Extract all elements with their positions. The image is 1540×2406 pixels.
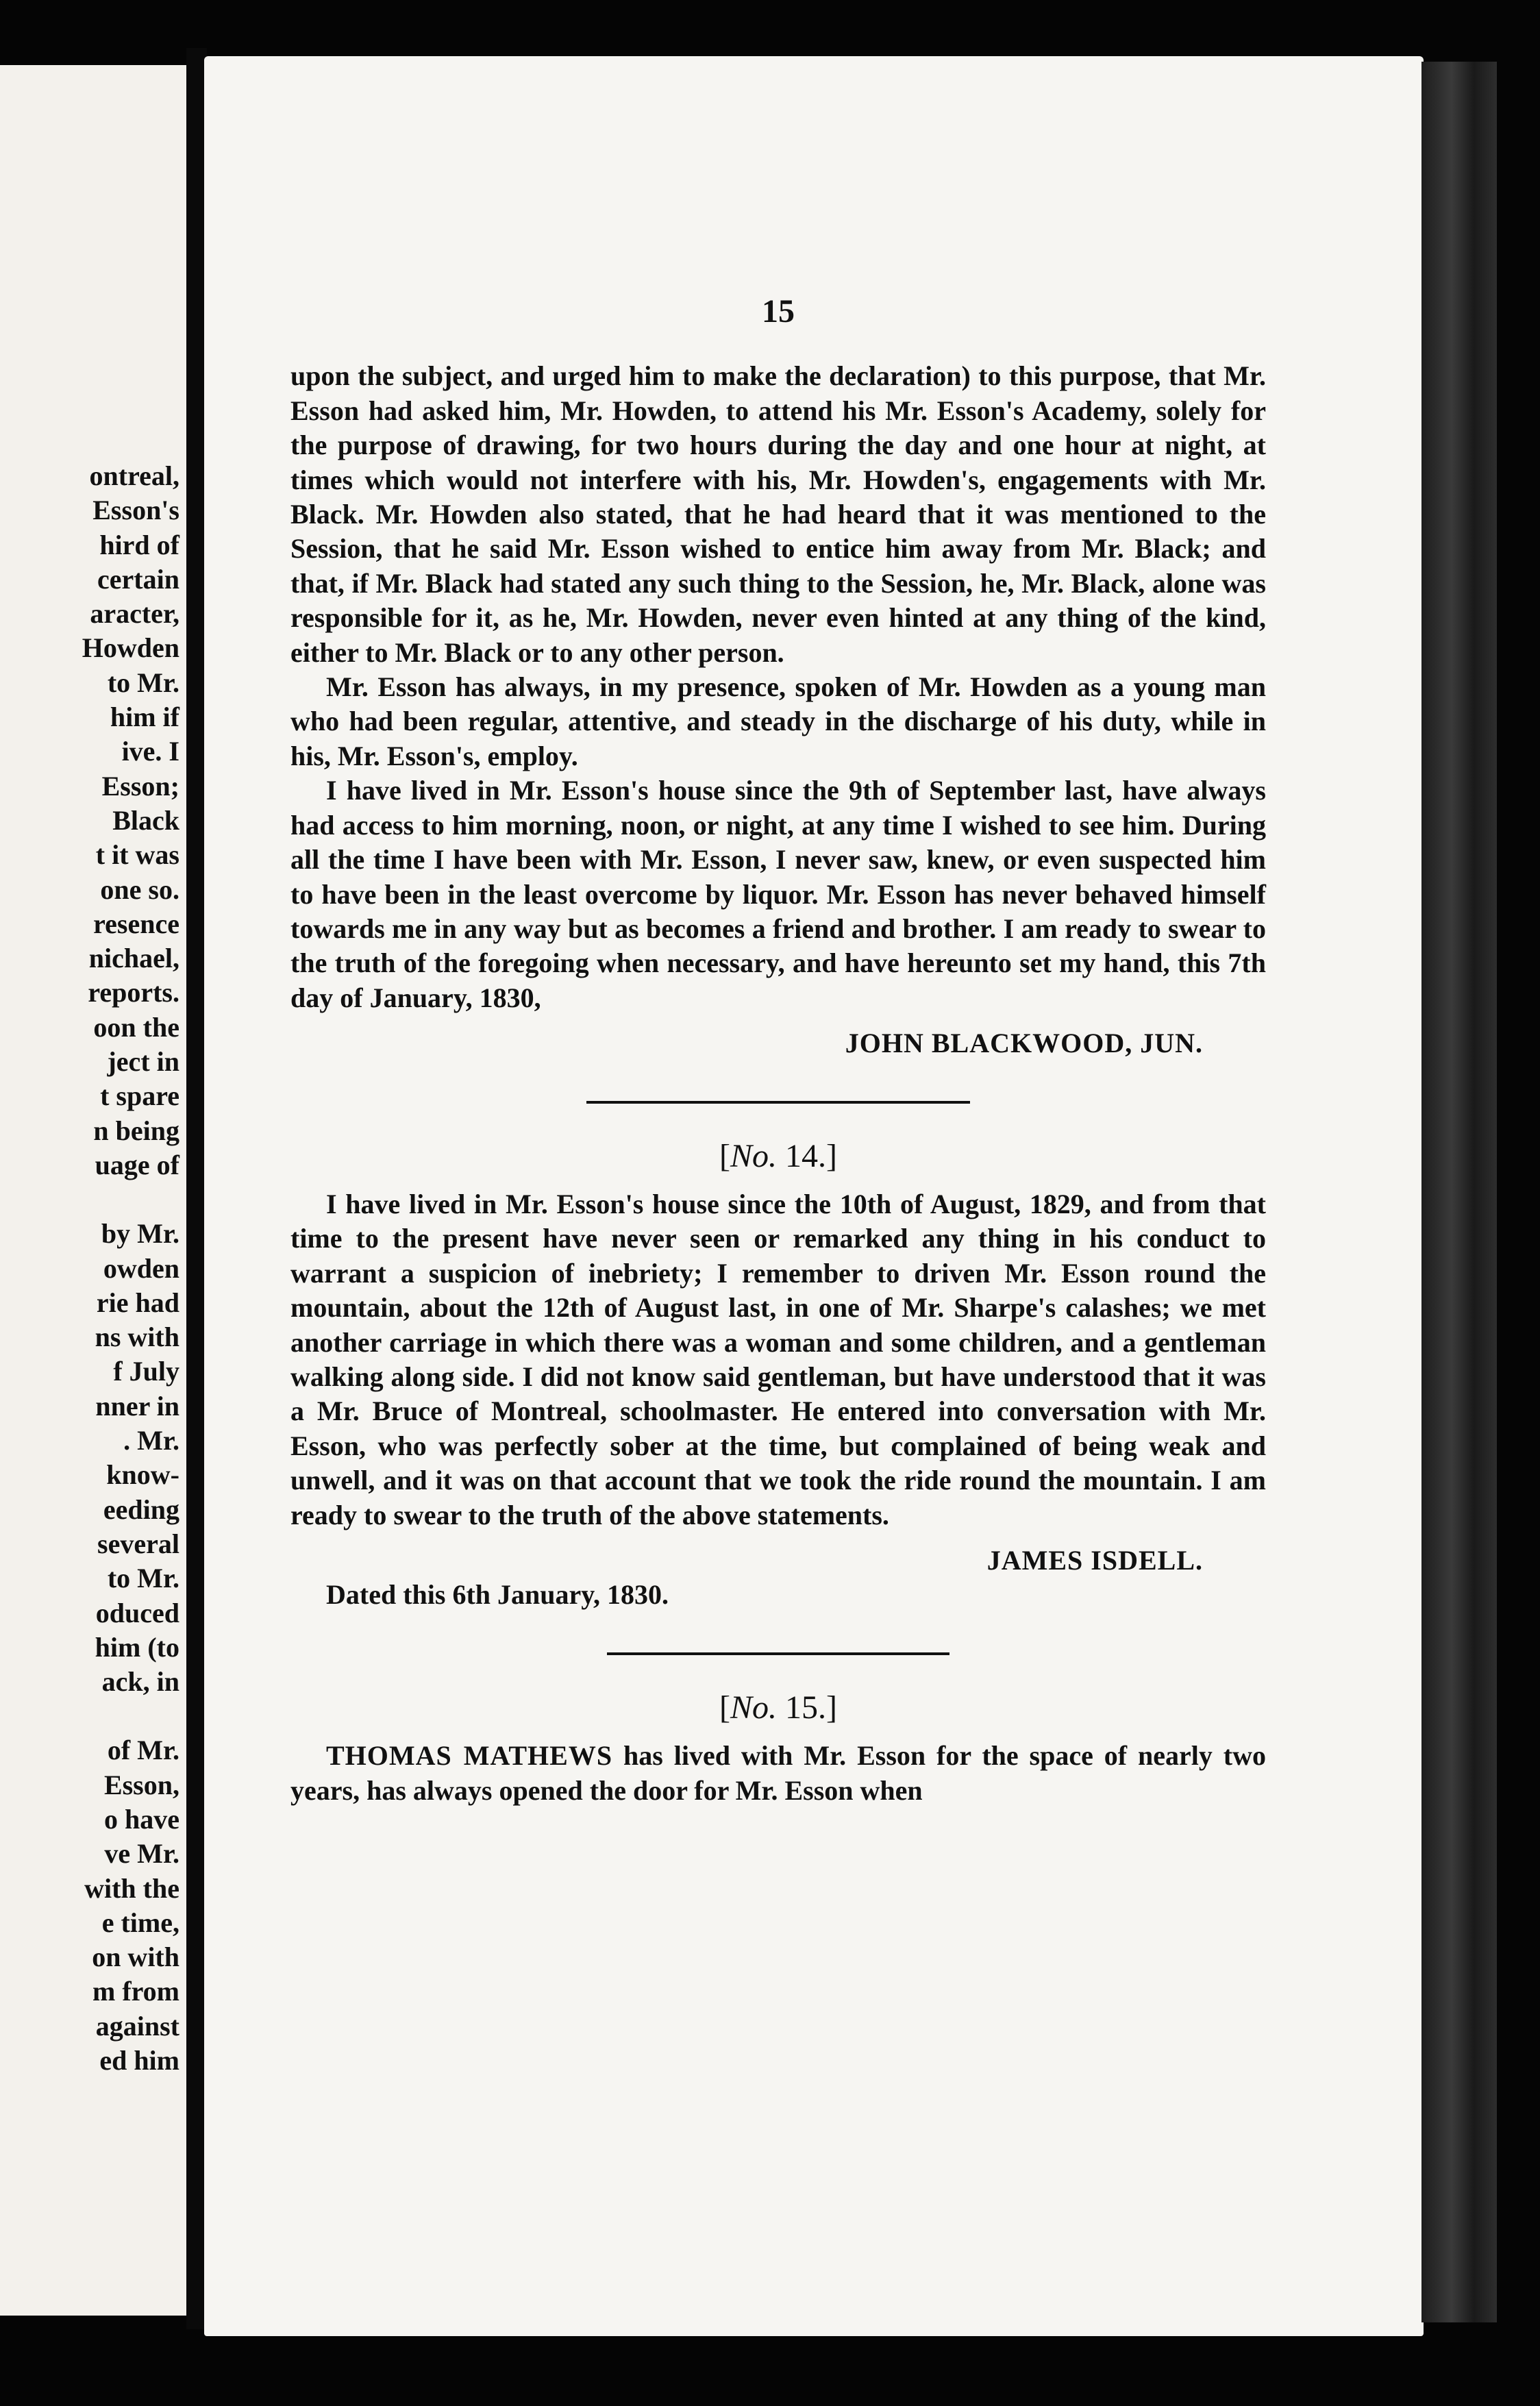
left-page-line: to Mr. — [107, 1563, 179, 1594]
left-page-line: ive. I — [121, 736, 179, 767]
left-page-line: ack, in — [101, 1666, 179, 1698]
left-page-line: him if — [110, 702, 179, 733]
left-page-line: to Mr. — [107, 667, 179, 698]
section-heading-15: [No. 15.] — [719, 1689, 837, 1726]
left-page-line: ed him — [99, 2045, 179, 2076]
left-page-line: oon the — [93, 1011, 179, 1043]
left-page-line: know- — [106, 1459, 179, 1491]
book-edge — [1421, 62, 1497, 2322]
section-label: No. — [730, 1689, 777, 1726]
dated-line: Dated this 6th January, 1830. — [326, 1579, 669, 1611]
left-page-line: rie had — [96, 1287, 179, 1318]
signature-blackwood: JOHN BLACKWOOD, JUN. — [845, 1028, 1203, 1059]
left-page-line: nichael, — [88, 943, 179, 974]
left-page-line: against — [95, 2010, 179, 2042]
section-number: 15. — [785, 1689, 826, 1726]
left-page-line: with the — [84, 1872, 179, 1904]
left-facing-page — [0, 65, 186, 2316]
left-page-line: ve Mr. — [104, 1838, 179, 1870]
left-page-line: resence — [93, 908, 179, 939]
left-page-line: Esson's — [92, 495, 179, 526]
section-15-text — [290, 1739, 1266, 1808]
section-label: No. — [730, 1137, 777, 1174]
left-page-line: n being — [93, 1115, 179, 1146]
left-page-line: uage of — [95, 1149, 179, 1180]
left-page-line: t it was — [95, 839, 179, 871]
section-divider — [586, 1101, 970, 1104]
paragraph-1: upon the subject, and urged him to make the declaration) to this purpose, that Mr. Esson had asked him, Mr. Howden, to attend his Mr. Esson's Academy, solely for the purpose of drawing, for two hours during the day and one hour at night, at times which would not interfere with his, Mr. Howden's, engagements with Mr. Black. Mr. Howden also stated, that he had heard that it was mentioned to the Session, that he said Mr. Esson wished to entice him away from Mr. Black; and that, if Mr. Black had stated any such thing to the Session, he, Mr. Black, alone was responsible for it, as he, Mr. Howden, never even hinted at any thing of the kind, either to Mr. Black or to any other person. — [290, 360, 1266, 668]
left-page-line: ns with — [95, 1322, 179, 1353]
line-gap — [0, 1182, 179, 1217]
line-gap — [0, 1699, 179, 1733]
left-page-line: t spare — [100, 1080, 179, 1112]
left-page-line: Esson; — [101, 770, 179, 802]
section-divider — [607, 1652, 949, 1655]
left-page-line: several — [97, 1528, 179, 1559]
left-page-line: Esson, — [103, 1769, 179, 1800]
left-page-line: . Mr. — [123, 1425, 179, 1456]
paragraph-3: I have lived in Mr. Esson's house since the 9th of September last, have always had access to him morning, noon, or night, at any time I wished to see him. During all the time I have been with Mr. Esson, I never saw, knew, or even suspected him to have been in the least overcome by liquor. Mr. Esson has never behaved himself towards me in any way but as becomes a friend and brother. I am ready to swear to the truth of the foregoing when necessary, and have hereunto set my hand, this 7th day of January, 1830, — [290, 775, 1266, 1013]
section-14-text: I have lived in Mr. Esson's house since the 10th of August, 1829, and from that time to the present have never seen or remarked any thing in his conduct to warrant a suspicion of inebriety; I remember to driven Mr. Esson round the mountain, about the 12th of August last, in one of Mr. Sharpe's calashes; we met another carriage in which there was a woman and some children, and a gentleman walking along side. I did not know said gentleman, but have understood that it was a Mr. Bruce of Montreal, schoolmaster. He entered into conversation with Mr. Esson, who was perfectly sober at the time, but complained of being weak and unwell, and it was on that account that we took the ride round the mountain. I am ready to swear to the truth of the above statements. — [290, 1188, 1266, 1530]
section-15-body: has lived with Mr. Esson for the space of nearly two years, has always opened the door for Mr. Esson when — [290, 1740, 1266, 1806]
left-page-line: ject in — [107, 1046, 179, 1078]
left-page-line: o have — [104, 1803, 179, 1835]
signature-isdell: JAMES ISDELL. — [986, 1545, 1203, 1576]
left-page-line: nner in — [95, 1390, 179, 1422]
left-page-line: owden — [103, 1252, 179, 1284]
section-number: 14. — [785, 1137, 826, 1174]
left-page-line: Black — [112, 804, 179, 836]
page-number: 15 — [762, 293, 795, 330]
left-page-line: ontreal, — [89, 460, 179, 491]
paragraph-2: Mr. Esson has always, in my presence, spoken of Mr. Howden as a young man who had been regular, attentive, and steady in the discharge of his duty, while in his, Mr. Esson's, employ. — [290, 671, 1266, 771]
left-page-line: aracter, — [90, 598, 179, 630]
left-page-line: oduced — [95, 1597, 179, 1628]
left-page-line: hird of — [99, 529, 179, 560]
left-page-line: by Mr. — [101, 1218, 179, 1250]
left-page-line: reports. — [88, 977, 179, 1008]
left-page-line: e time, — [101, 1907, 179, 1938]
left-page-line: m from — [92, 1976, 179, 2007]
left-page-line: eeding — [103, 1493, 179, 1525]
page-content — [290, 295, 1266, 1808]
left-page-text — [0, 459, 179, 2078]
left-page-line: one so. — [100, 873, 179, 905]
left-page-line: of Mr. — [107, 1735, 179, 1766]
person-name: THOMAS MATHEWS — [326, 1740, 613, 1772]
left-page-line: him (to — [95, 1631, 179, 1663]
left-page-line: Howden — [82, 632, 179, 664]
left-page-line: on with — [92, 1942, 179, 1973]
left-page-line: f July — [113, 1356, 179, 1387]
section-heading-14: [No. 14.] — [719, 1137, 837, 1174]
left-page-line: certain — [97, 563, 179, 595]
